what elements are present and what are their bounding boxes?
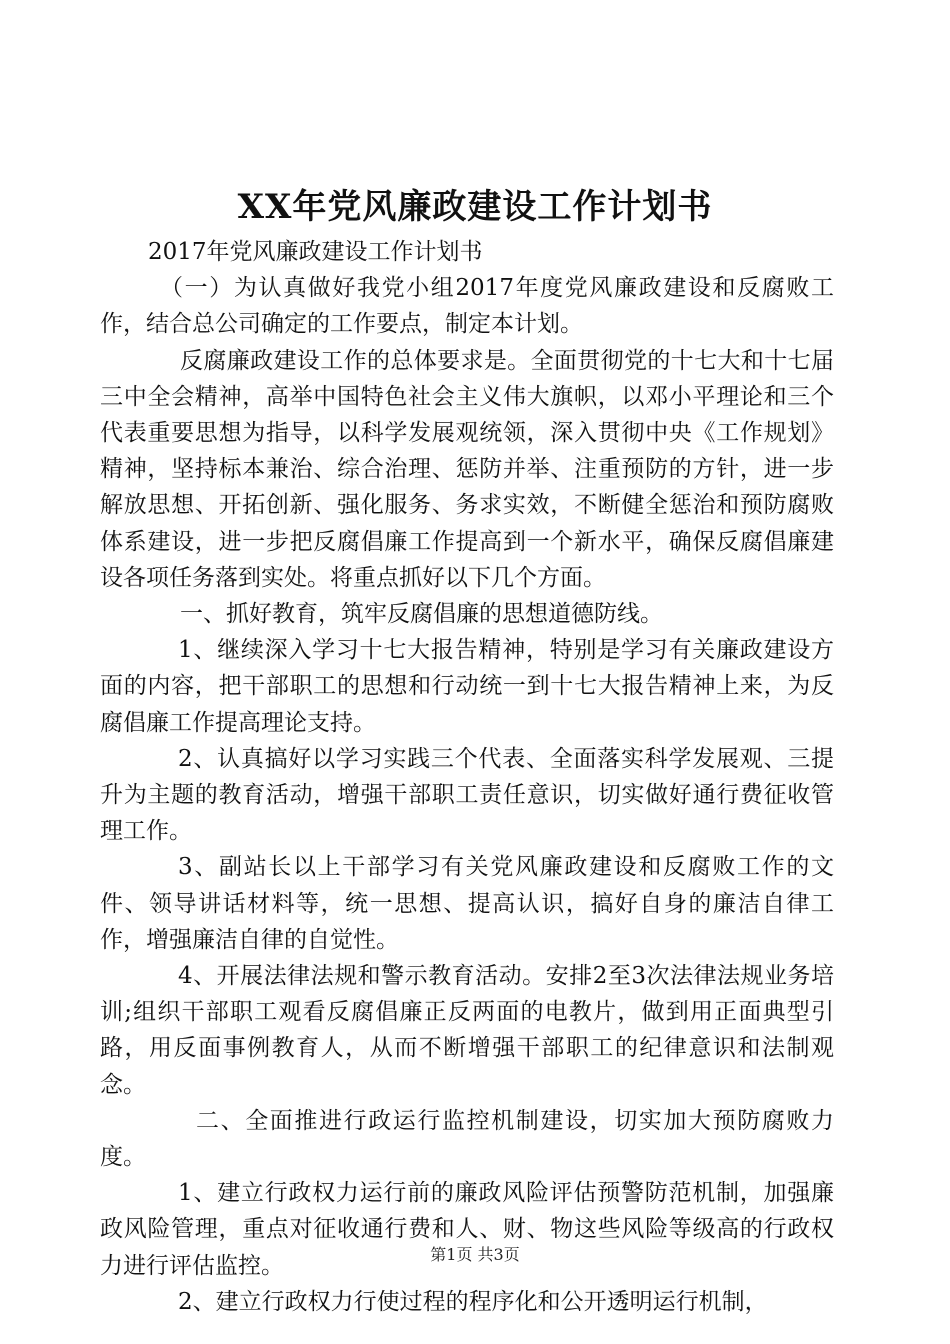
paragraph: 2017年党风廉政建设工作计划书	[148, 239, 483, 265]
paragraph: 反腐廉政建设工作的总体要求是。全面贯彻党的十七大和十七届三中全会精神，高举中国特色社会主义伟大旗帜，以邓小平理论和三个代表重要思想为指导，以科学发展观统领，深入贯彻中央《工作规划》精神，坚持标本兼治、综合治理、惩防并举、注重预防的方针，进一步解放思想、开拓创新、强化服务、务求实效，不断健全惩治和预防腐败体系建设，进一步把反腐倡廉工作提高到一个新水平，确保反腐倡廉建设各项任务落到实处。将重点抓好以下几个方面。	[100, 347, 834, 591]
paragraph: 2、建立行政权力行使过程的程序化和公开透明运行机制，	[178, 1288, 768, 1315]
document-title: XX年党风廉政建设工作计划书	[237, 187, 713, 227]
paragraph: 3、副站长以上干部学习有关党风廉政建设和反腐败工作的文件、领导讲话材料等，统一思想、提高认识，搞好自身的廉洁自律工作，增强廉洁自律的自觉性。	[100, 854, 834, 953]
section-heading: 二、全面推进行政运行监控机制建设，切实加大预防腐败力度。	[100, 1107, 834, 1171]
section-heading: 一、抓好教育，筑牢反腐倡廉的思想道德防线。	[180, 601, 663, 628]
paragraph: 1、继续深入学习十七大报告精神，特别是学习有关廉政建设方面的内容，把干部职工的思想和行动统一到十七大报告精神上来，为反腐倡廉工作提高理论支持。	[100, 637, 834, 736]
paragraph: 1、建立行政权力运行前的廉政风险评估预警防范机制，加强廉政风险管理，重点对征收通行费和人、财、物这些风险等级高的行政权力进行评估监控。	[100, 1180, 834, 1279]
document-body	[100, 234, 834, 1320]
paragraph: （一）为认真做好我党小组2017年度党风廉政建设和反腐败工作，结合总公司确定的工作要点，制定本计划。	[100, 275, 834, 338]
paragraph: 4、开展法律法规和警示教育活动。安排2至3次法律法规业务培训;组织干部职工观看反腐倡廉正反两面的电教片，做到用正面典型引路，用反面事例教育人，从而不断增强干部职工的纪律意识和法制观念。	[100, 963, 834, 1098]
page-number-footer: 第1页 共3页	[430, 1245, 520, 1264]
paragraph: 2、认真搞好以学习实践三个代表、全面落实科学发展观、三提升为主题的教育活动，增强干部职工责任意识，切实做好通行费征收管理工作。	[100, 745, 834, 845]
